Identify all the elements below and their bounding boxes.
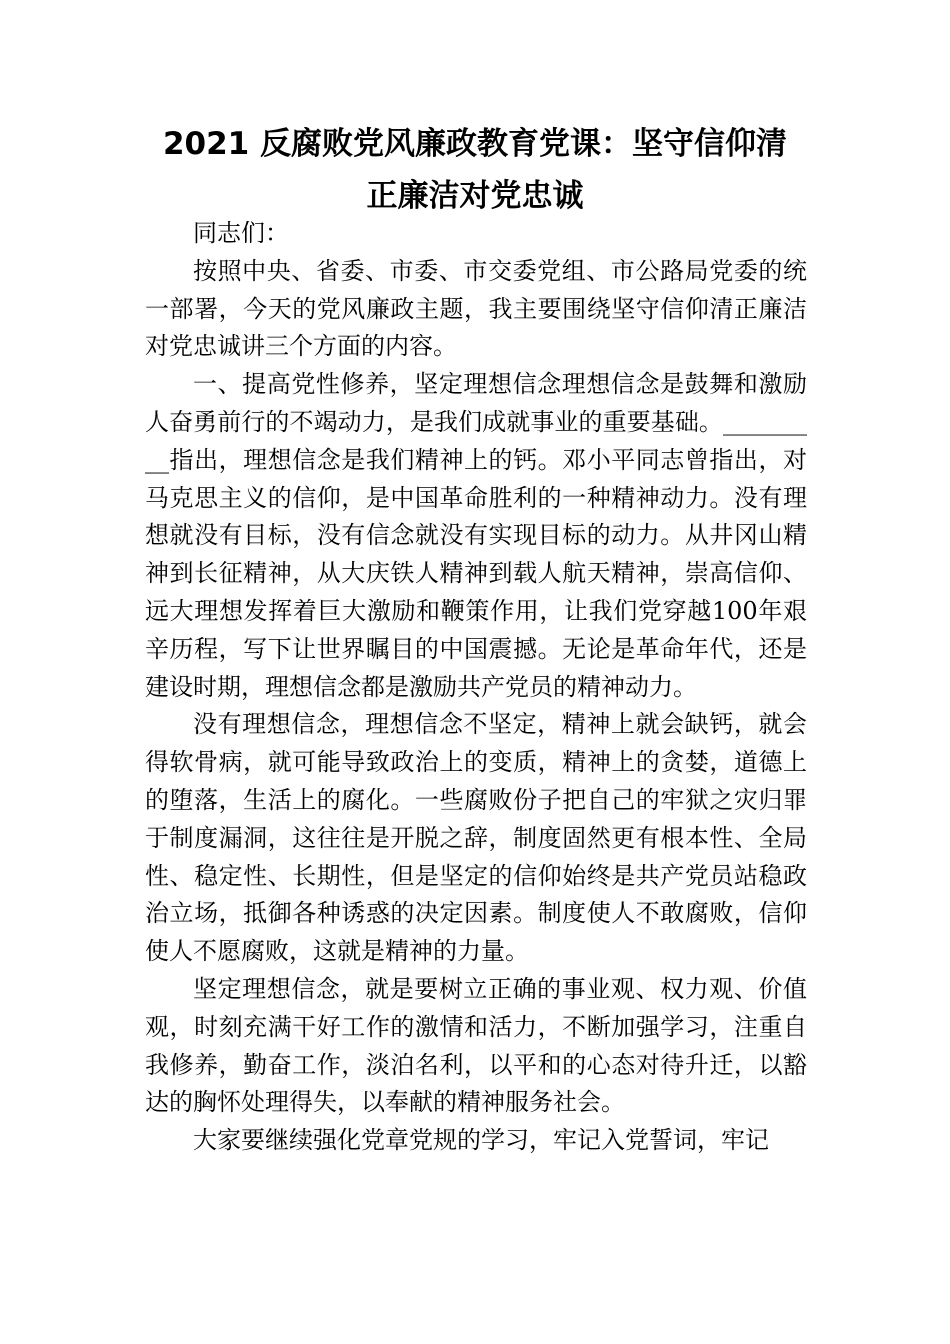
- greeting: 同志们：: [193, 219, 289, 247]
- paragraph-intro: 按照中央、省委、市委、市交委党组、市公路局党委的统一部署，今天的党风廉政主题，我主要围绕坚守信仰清正廉洁对党忠诚讲三个方面的内容。: [145, 256, 807, 361]
- document-body: [145, 215, 807, 1160]
- paragraph-firm-faith: 坚定理想信念，就是要树立正确的事业观、权力观、价值观，时刻充满干好工作的激情和活力，不断加强学习，注重自我修养，勤奋工作，淡泊名利，以平和的心态对待升迁，以豁达的胸怀处理得失，以奉献的精神服务社会。: [145, 974, 807, 1117]
- title-line-1: 2021 反腐败党风廉政教育党课：坚守信仰清: [162, 126, 788, 162]
- paragraph-party-rules: 大家要继续强化党章党规的学习，牢记入党誓词，牢记: [193, 1126, 769, 1155]
- title-line-2: 正廉洁对党忠诚: [366, 178, 584, 214]
- paragraph-without-faith: 没有理想信念，理想信念不坚定，精神上就会缺钙，就会得软骨病，就可能导致政治上的变质，精神上的贪婪，道德上的堕落，生活上的腐化。一些腐败份子把自己的牢狱之灾归罪于制度漏洞，这往往是开脱之辞，制度固然更有根本性、全局性、稳定性、长期性，但是坚定的信仰始终是共产党员站稳政治立场，抵御各种诱惑的决定因素。制度使人不敢腐败，信仰使人不愿腐败，这就是精神的力量。: [145, 710, 807, 966]
- paragraph-section-one: 一、提高党性修养，坚定理想信念理想信念是鼓舞和激励人奋勇前行的不竭动力，是我们成就事业的重要基础。_________指出，理想信念是我们精神上的钙。邓小平同志曾指出，对马克思主义的信仰，是中国革命胜利的一种精神动力。没有理想就没有目标，没有信念就没有实现目标的动力。从井冈山精神到长征精神，从大庆铁人精神到载人航天精神，崇高信仰、远大理想发挥着巨大激励和鞭策作用，让我们党穿越100年艰辛历程，写下让世界瞩目的中国震撼。无论是革命年代，还是建设时期，理想信念都是激励共产党员的精神动力。: [145, 370, 807, 701]
- document-title: [145, 118, 805, 222]
